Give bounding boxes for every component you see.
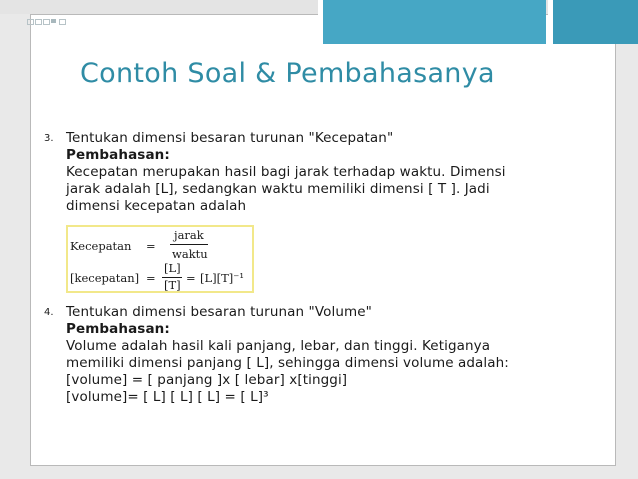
slide-title: Contoh Soal & Pembahasanya <box>80 58 495 89</box>
decor-square <box>51 19 56 23</box>
accent-panel <box>323 0 546 44</box>
corner-accent-block <box>318 0 638 44</box>
item-number: 3. <box>44 133 54 144</box>
formula-label: [kecepatan] <box>70 271 140 285</box>
item-line: Volume adalah hasil kali panjang, lebar, dan tinggi. Ketiganya <box>66 338 491 354</box>
item-number: 4. <box>44 307 54 318</box>
decor-square <box>35 19 42 25</box>
item-line: jarak adalah [L], sedangkan waktu memiliki dimensi [ T ]. Jadi <box>66 181 490 197</box>
item-body <box>66 304 591 406</box>
formula-denominator: waktu <box>172 247 208 261</box>
formula-equals: = <box>186 271 196 285</box>
decor-square <box>43 19 50 25</box>
item-line: [volume]= [ L] [ L] [ L] = [ L]³ <box>66 389 269 405</box>
decor-square <box>27 19 34 25</box>
item-line: [volume] = [ panjang ]x [ lebar] x[tinggi] <box>66 372 348 388</box>
formula-image <box>66 225 254 293</box>
formula-numerator: jarak <box>174 228 204 242</box>
item-question: Tentukan dimensi besaran turunan "Kecepatan" <box>66 130 394 146</box>
item-line: Kecepatan merupakan hasil bagi jarak terhadap waktu. Dimensi <box>66 164 506 180</box>
formula-numerator: [L] <box>164 261 181 275</box>
formula-result: [L][T]⁻¹ <box>200 271 244 285</box>
item-label: Pembahasan: <box>66 321 170 337</box>
formula-label: Kecepatan <box>70 239 132 253</box>
fraction-bar <box>170 244 208 245</box>
formula-equals: = <box>146 271 156 285</box>
item-question: Tentukan dimensi besaran turunan "Volume" <box>66 304 372 320</box>
formula-denominator: [T] <box>164 278 181 292</box>
accent-panel-dark <box>553 0 638 44</box>
item-body <box>66 130 591 215</box>
formula-equals: = <box>146 239 156 253</box>
decor-square <box>59 19 66 25</box>
item-line: memiliki dimensi panjang [ L], sehingga dimensi volume adalah: <box>66 355 509 371</box>
item-line: dimensi kecepatan adalah <box>66 198 247 214</box>
item-label: Pembahasan: <box>66 147 170 163</box>
